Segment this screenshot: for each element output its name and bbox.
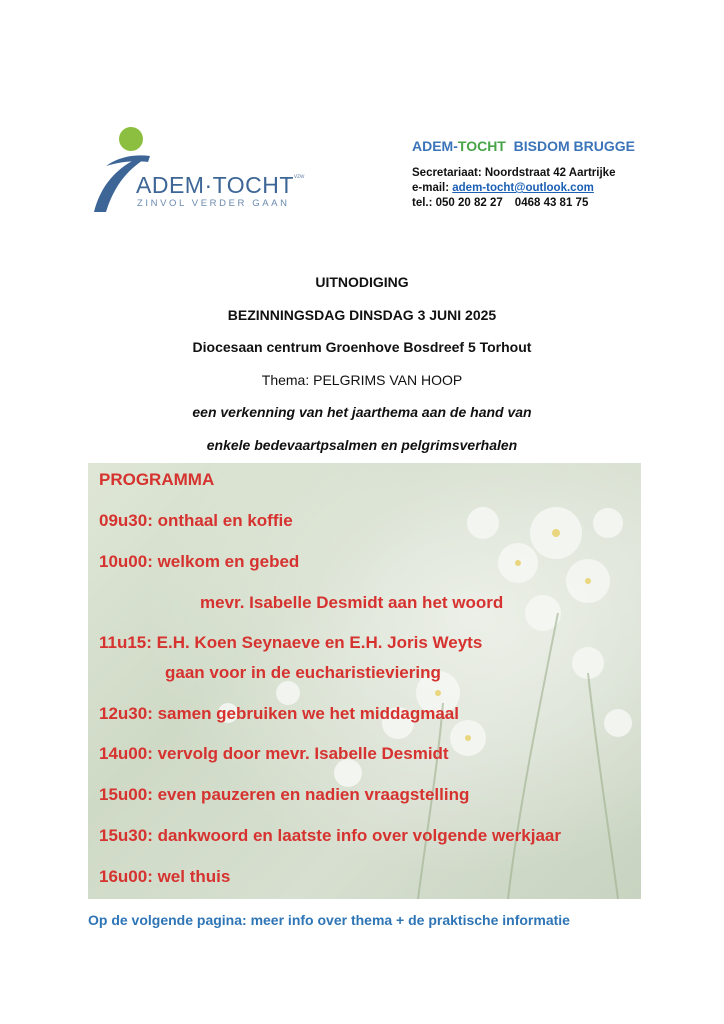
program-item-1115: 11u15: E.H. Koen Seynaeve en E.H. Joris Weyts [99,633,483,652]
org-part-tocht: TOCHT [457,138,506,154]
theme-subtitle-2: enkele bedevaartpsalmen en pelgrimsverhalen [206,436,518,453]
phone-line [412,196,712,211]
event-location: Diocesaan centrum Groenhove Bosdreef 5 Torhout [192,339,532,355]
program-item-1000-speaker: mevr. Isabelle Desmidt aan het woord [200,593,504,612]
program-heading: PROGRAMMA [99,470,215,489]
organization-title [412,138,712,154]
phone-1: tel.: 050 20 82 27 [412,197,503,209]
next-page-note: Op de volgende pagina: meer info over thema + de praktische informatie [88,912,570,928]
contact-block [412,138,712,211]
invitation-title: UITNODIGING [315,274,409,290]
adem-tocht-logo [92,126,322,216]
phone-2: 0468 43 81 75 [514,197,589,209]
program-item-1400: 14u00: vervolg door mevr. Isabelle Desmidt [99,744,449,763]
program-item-1000: 10u00: welkom en gebed [99,552,300,571]
event-theme: Thema: PELGRIMS VAN HOOP [261,371,463,388]
event-date: BEZINNINGSDAG DINSDAG 3 JUNI 2025 [227,306,497,323]
email-label: e-mail: [412,182,453,194]
secretariat-address: Secretariaat: Noordstraat 42 Aartrijke [412,167,616,179]
program-panel [88,463,641,899]
program-item-1530: 15u30: dankwoord en laatste info over volgende werkjaar [99,826,561,845]
logo-name: ADEM·TOCHT [136,172,294,198]
program-item-1230: 12u30: samen gebruiken we het middagmaal [99,704,459,723]
invitation-block [0,272,724,467]
email-line [412,181,712,196]
program-item-1600: 16u00: wel thuis [99,867,231,886]
theme-subtitle-1: een verkenning van het jaarthema aan de hand van [192,404,532,420]
logo-tagline: ZINVOL VERDER GAAN [137,198,290,209]
program-item-0930: 09u30: onthaal en koffie [99,511,293,530]
email-link[interactable]: adem-tocht@outlook.com [452,182,594,194]
org-part-bisdom: BISDOM BRUGGE [505,138,635,154]
org-part-ademp: ADEM- [412,138,458,154]
program-item-1115-detail: gaan voor in de eucharistieviering [165,663,441,682]
program-item-1500: 15u00: even pauzeren en nadien vraagstelling [99,785,470,804]
logo-vzw: vzw [294,174,305,180]
